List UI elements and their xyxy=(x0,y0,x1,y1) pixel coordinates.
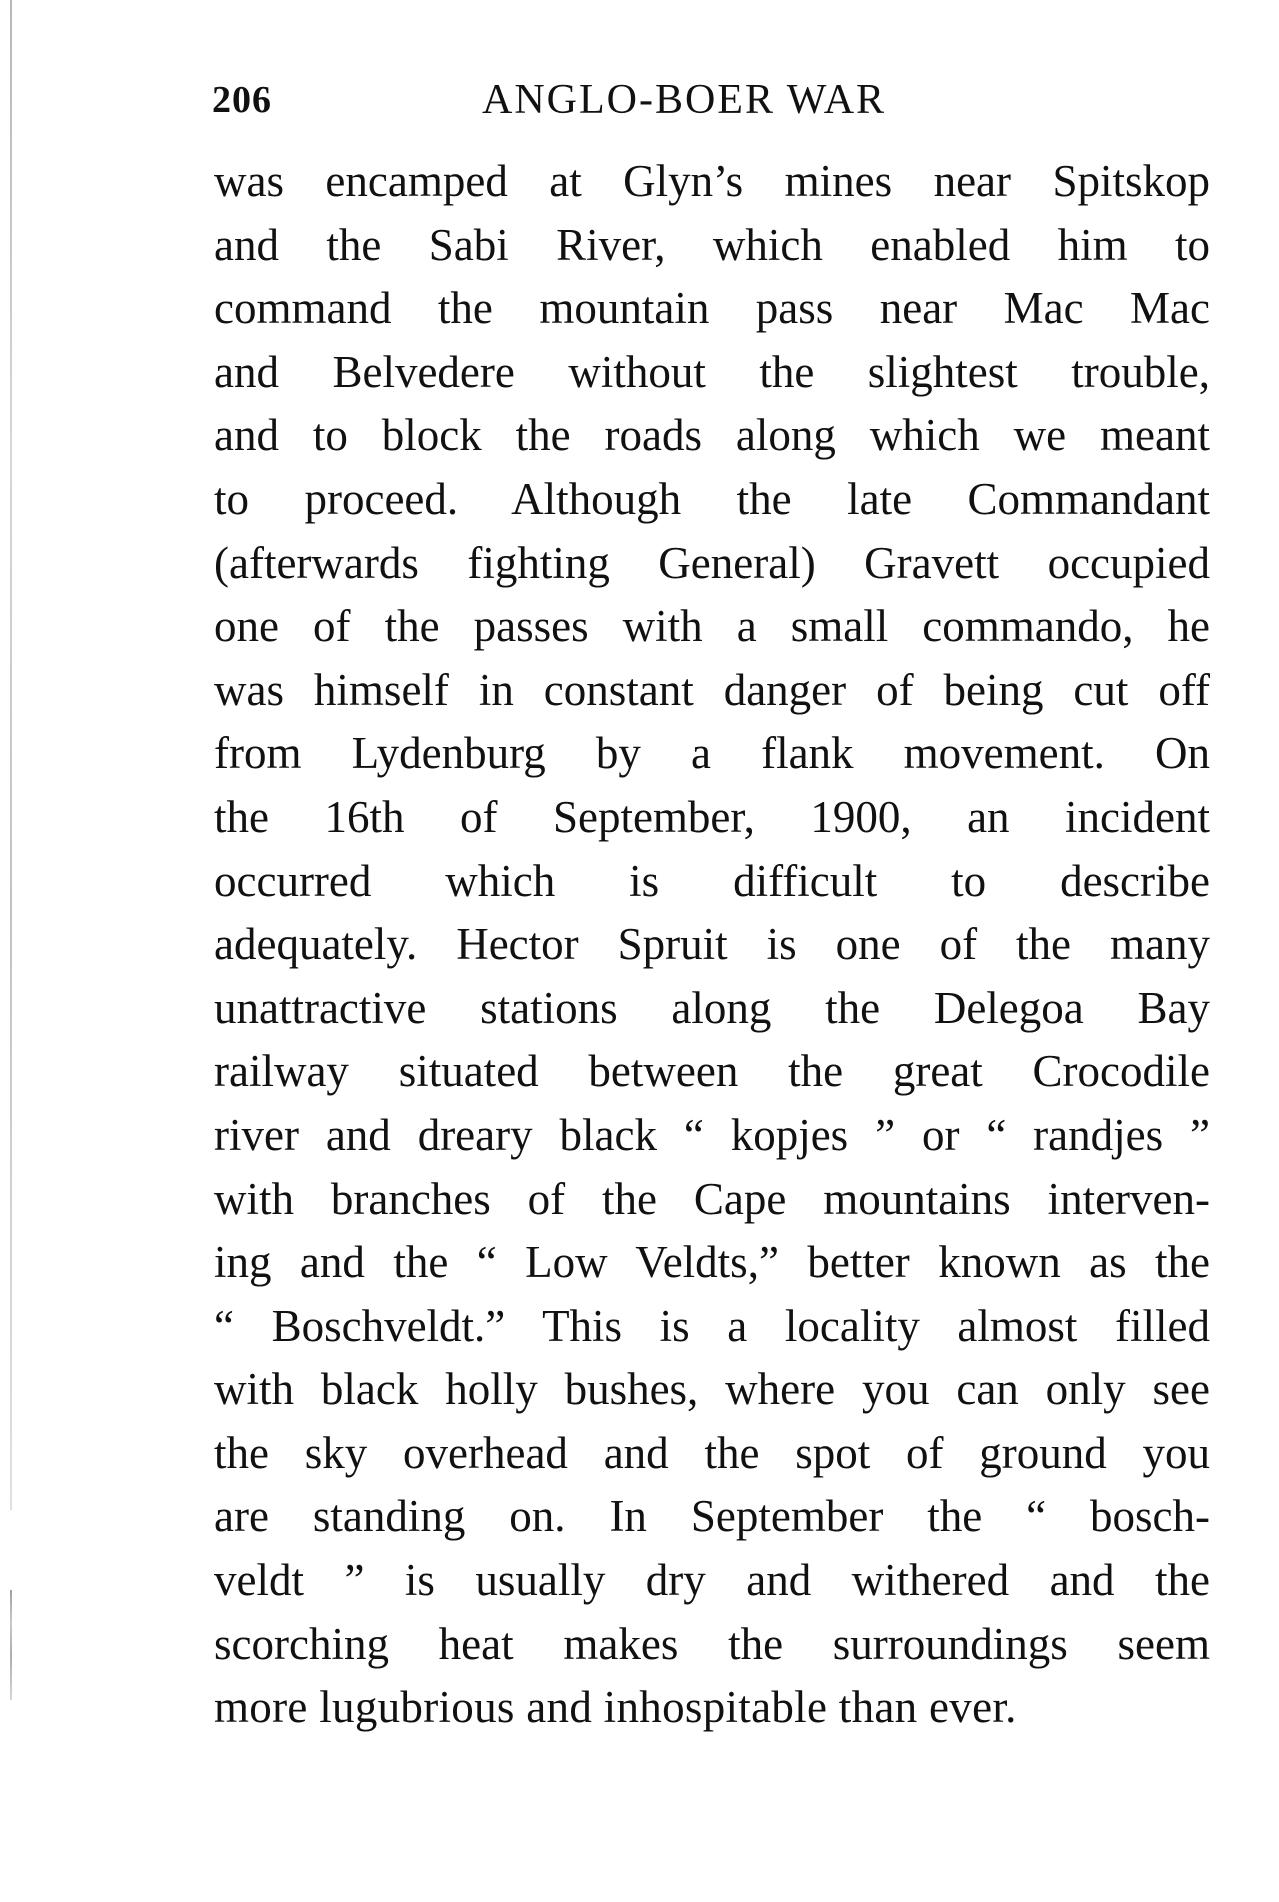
text-line: to proceed. Although the late Commandant xyxy=(214,473,1210,524)
page-binding-edge xyxy=(10,0,12,1510)
text-line: one of the passes with a small commando, he xyxy=(214,601,1210,652)
text-line: and the Sabi River, which enabled him to xyxy=(214,219,1210,270)
page-number: 206 xyxy=(212,79,272,121)
text-line: adequately. Hector Spruit is one of the many xyxy=(214,919,1210,970)
text-line: the 16th of September, 1900, an incident xyxy=(214,791,1210,842)
text-line: and Belvedere without the slightest trouble, xyxy=(214,346,1210,397)
body-text xyxy=(214,150,1210,1740)
running-head: ANGLO-BOER WAR xyxy=(482,77,887,123)
text-line: (afterwards fighting General) Gravett occupied xyxy=(214,537,1210,588)
text-line: and to block the roads along which we meant xyxy=(214,410,1210,461)
text-line: from Lydenburg by a flank movement. On xyxy=(214,728,1210,779)
text-line-last: more lugubrious and inhospitable than ever. xyxy=(214,1682,1017,1733)
text-line: was himself in constant danger of being cut off xyxy=(214,664,1210,715)
text-line: occurred which is difficult to describe xyxy=(214,855,1210,906)
text-line: with branches of the Cape mountains interven- xyxy=(214,1173,1210,1224)
text-line: with black holly bushes, where you can only see xyxy=(214,1364,1210,1415)
text-line: “ Boschveldt.” This is a locality almost filled xyxy=(214,1300,1210,1351)
text-line: are standing on. In September the “ bosch- xyxy=(214,1491,1210,1542)
text-line: ing and the “ Low Veldts,” better known as the xyxy=(214,1237,1210,1288)
page-header xyxy=(212,78,1212,138)
text-line: command the mountain pass near Mac Mac xyxy=(214,283,1210,334)
text-line: scorching heat makes the surroundings seem xyxy=(214,1618,1210,1669)
page-binding-edge-lower xyxy=(10,1590,12,1700)
text-line: was encamped at Glyn’s mines near Spitskop xyxy=(214,156,1210,206)
text-line: veldt ” is usually dry and withered and the xyxy=(214,1555,1210,1606)
text-line: unattractive stations along the Delegoa Bay xyxy=(214,982,1210,1033)
text-line: river and dreary black “ kopjes ” or “ randjes ” xyxy=(214,1109,1210,1160)
text-line: railway situated between the great Crocodile xyxy=(214,1046,1210,1097)
text-line: the sky overhead and the spot of ground you xyxy=(214,1427,1210,1478)
